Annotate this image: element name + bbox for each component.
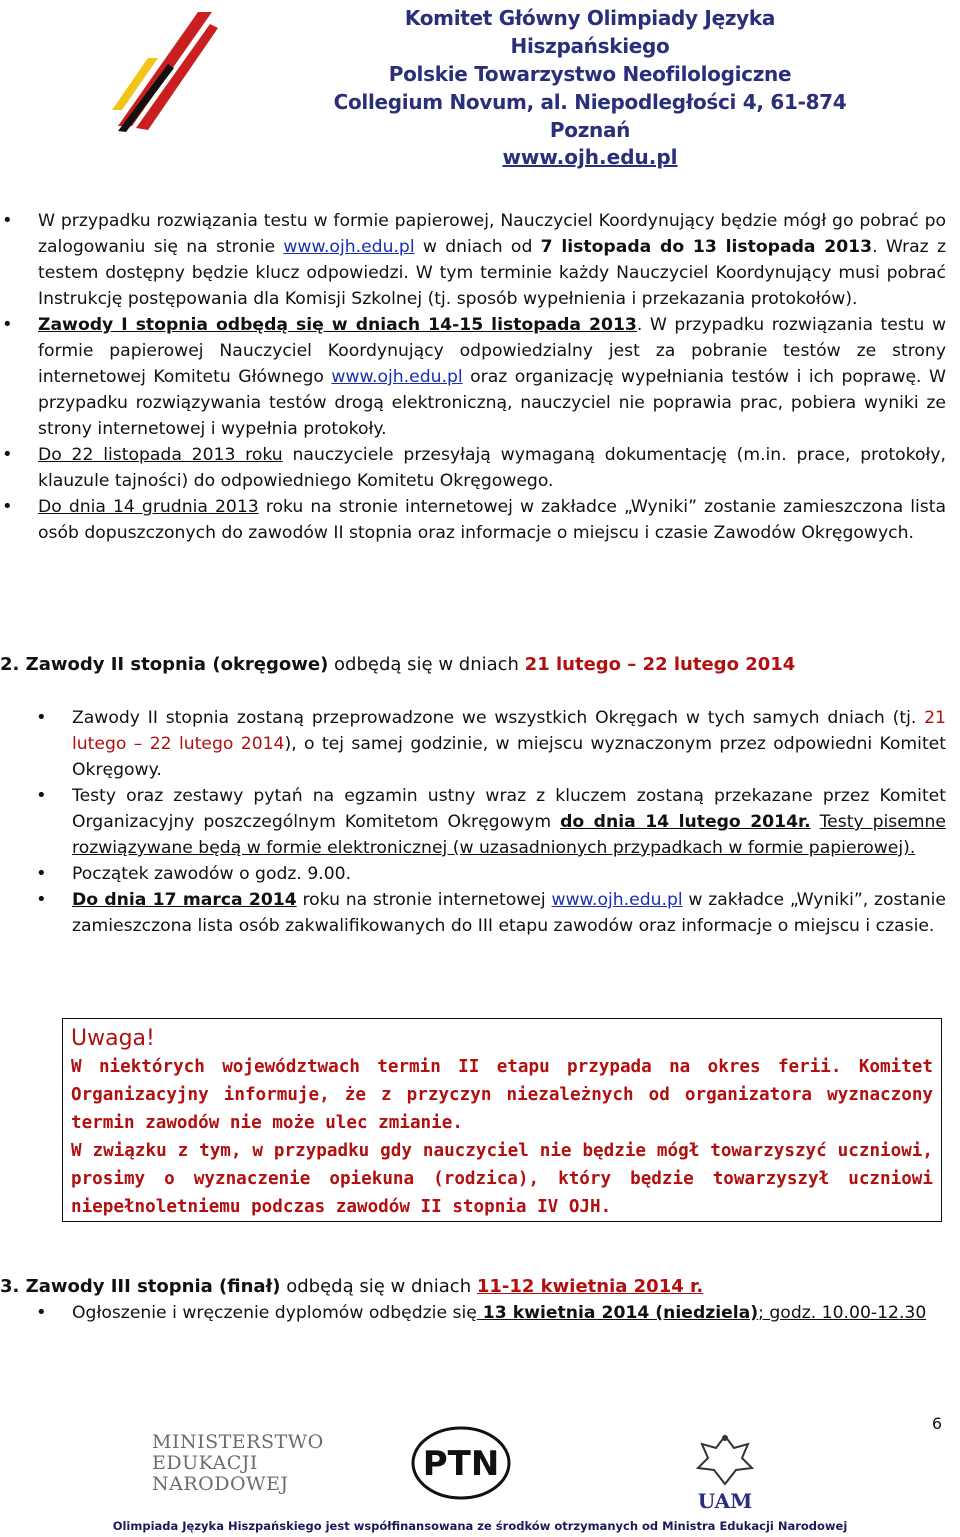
section-2-heading: [0, 652, 960, 678]
section-1-list: [0, 208, 946, 546]
ministry-line: EDUKACJI: [152, 1452, 258, 1474]
note: Testy pisemne rozwiązywane będą w formie elektronicznej (w uzasadnionych przypadkach w formie papierowej).: [72, 812, 947, 858]
section-3-heading: [0, 1274, 960, 1300]
header-line-1: Komitet Główny Olimpiady Języka Hiszpańskiego: [404, 6, 776, 58]
warning-text-1: W niektórych województwach termin II etapu przypada na okres ferii. Komitet Organizacyjny informuje, że z przyczyn niezależnych od organizatora wyznaczony termin zawodów nie może ulec zmianie.: [71, 1057, 933, 1133]
number: 2.: [0, 654, 26, 675]
page-number: 6: [931, 1414, 942, 1433]
section-3-list: [0, 1300, 946, 1326]
text: W przypadku rozwiązania testu w formie papierowej, Nauczyciel Koordynujący będzie mógł go pobrać po zalogowaniu się na stronie: [38, 211, 946, 257]
list-item: [0, 887, 946, 939]
text: Ogłoszenie i wręczenie dyplomów odbędzie się: [72, 1303, 477, 1323]
header-url-link[interactable]: www.ojh.edu.pl: [502, 145, 678, 169]
text: w dniach od: [414, 237, 541, 257]
text: . W przypadku rozwiązania testu w formie papierowej Nauczyciel Koordynujący odpowiedzialny jest za pobranie testów ze strony internetowej Komitetu Głównego: [38, 315, 947, 387]
header-block: [330, 4, 850, 170]
title: Zawody III stopnia (finał): [25, 1276, 281, 1297]
date: 13 kwietnia 2014 (niedziela): [476, 1303, 759, 1323]
list-item: [0, 208, 946, 312]
text: roku na stronie internetowej w zakładce „Wyniki” zostanie zamieszczona lista osób dopuszczonych do zawodów II stopnia oraz informacje o miejscu i czasie Zawodów Okręgowych.: [38, 497, 946, 543]
ministry-line: MINISTERSTWO: [152, 1431, 324, 1453]
stage-1-date: Zawody I stopnia odbędą się w dniach 14-15 listopada 2013: [38, 315, 637, 335]
ministry-line: NARODOWEJ: [152, 1473, 289, 1495]
ptn-label: PTN: [422, 1444, 500, 1484]
text: . Wraz z testem dostępny będzie klucz odpowiedzi. W tym terminie każdy Nauczyciel Koordynujący musi pobrać Instrukcję postępowania dla Komisji Szkolnej (tj. sposób wypełnienia i przekazania protokołów).: [38, 237, 946, 309]
date: 21 lutego – 22 lutego 2014: [72, 708, 946, 754]
list-item: [0, 705, 946, 783]
text: nauczyciele przesyłają wymaganą dokumentację (m.in. prace, protokoły, klauzule tajności) do odpowiedniego Komitetu Okręgowego.: [38, 445, 946, 491]
ojh-link[interactable]: www.ojh.edu.pl: [551, 890, 683, 910]
ojh-link[interactable]: www.ojh.edu.pl: [331, 367, 463, 387]
warning-title: Uwaga!: [71, 1026, 155, 1051]
list-item: [0, 1300, 946, 1326]
text: oraz organizację wypełniania testów i ich poprawę. W przypadku rozwiązywania testów drogą elektroniczną, nauczyciel nie poprawia prac, pobiera wyniki ze strony internetowej i wypełnia protokoły.: [38, 367, 946, 439]
text: Początek zawodów o godz. 9.00.: [72, 864, 352, 884]
deadline: Do dnia 17 marca 2014: [72, 890, 297, 910]
header-line-2: Polskie Towarzystwo Neofilologiczne: [388, 62, 792, 86]
title: Zawody II stopnia (okręgowe): [25, 654, 329, 675]
text: odbędą się w dniach: [280, 1276, 477, 1297]
text: odbędą się w dniach: [328, 654, 525, 675]
text: w zakładce „Wyniki”, zostanie zamieszczona lista osób zakwalifikowanych do III etapu zawodów oraz informacje o miejscu i czasie.: [72, 890, 946, 936]
date-range: 7 listopada do 13 listopada 2013: [540, 237, 873, 257]
list-item: [0, 861, 946, 887]
number: 3.: [0, 1276, 26, 1297]
text: ), o tej samej godzinie, w miejscu wyznaczonym przez odpowiedni Komitet Okręgowy.: [72, 734, 947, 780]
olympiad-logo: [108, 6, 218, 136]
list-item: [0, 442, 946, 494]
ojh-link[interactable]: www.ojh.edu.pl: [283, 237, 415, 257]
date: 21 lutego – 22 lutego 2014: [524, 654, 796, 675]
header-line-3: Collegium Novum, al. Niepodległości 4, 61-874 Poznań: [333, 90, 847, 142]
date: 11-12 kwietnia 2014 r.: [476, 1276, 704, 1297]
ministry-logo: [152, 1432, 332, 1495]
text: Zawody II stopnia zostaną przeprowadzone we wszystkich Okręgach w tych samych dniach (tj.: [72, 708, 925, 728]
list-item: [0, 312, 946, 442]
time: ; godz. 10.00-12.30: [758, 1303, 927, 1323]
list-item: [0, 494, 946, 546]
deadline: Do 22 listopada 2013 roku: [38, 445, 283, 465]
text: Testy oraz zestawy pytań na egzamin ustny wraz z kluczem zostaną przekazane przez Komitet Organizacyjny poszczególnym Komitetom Okręgowym: [72, 786, 946, 832]
text: roku na stronie internetowej: [296, 890, 552, 910]
warning-text-2: W związku z tym, w przypadku gdy nauczyciel nie będzie mógł towarzyszyć uczniowi, prosimy o wyznaczenie opiekuna (rodzica), który będzie towarzyszył uczniowi niepełnoletniemu podczas zawodów II stopnia IV OJH.: [71, 1141, 933, 1217]
uam-logo: [690, 1430, 760, 1514]
deadline: do dnia 14 lutego 2014r.: [560, 812, 811, 832]
ptn-logo: [410, 1425, 512, 1501]
footer-note: Olimpiada Języka Hiszpańskiego jest współfinansowana ze środków otrzymanych od Ministra Edukacji Narodowej: [112, 1519, 848, 1533]
list-item: [0, 783, 946, 861]
section-2-list: [0, 705, 946, 939]
uam-label: UAM: [697, 1489, 753, 1513]
deadline: Do dnia 14 grudnia 2013: [38, 497, 259, 517]
warning-box: [62, 1018, 942, 1222]
